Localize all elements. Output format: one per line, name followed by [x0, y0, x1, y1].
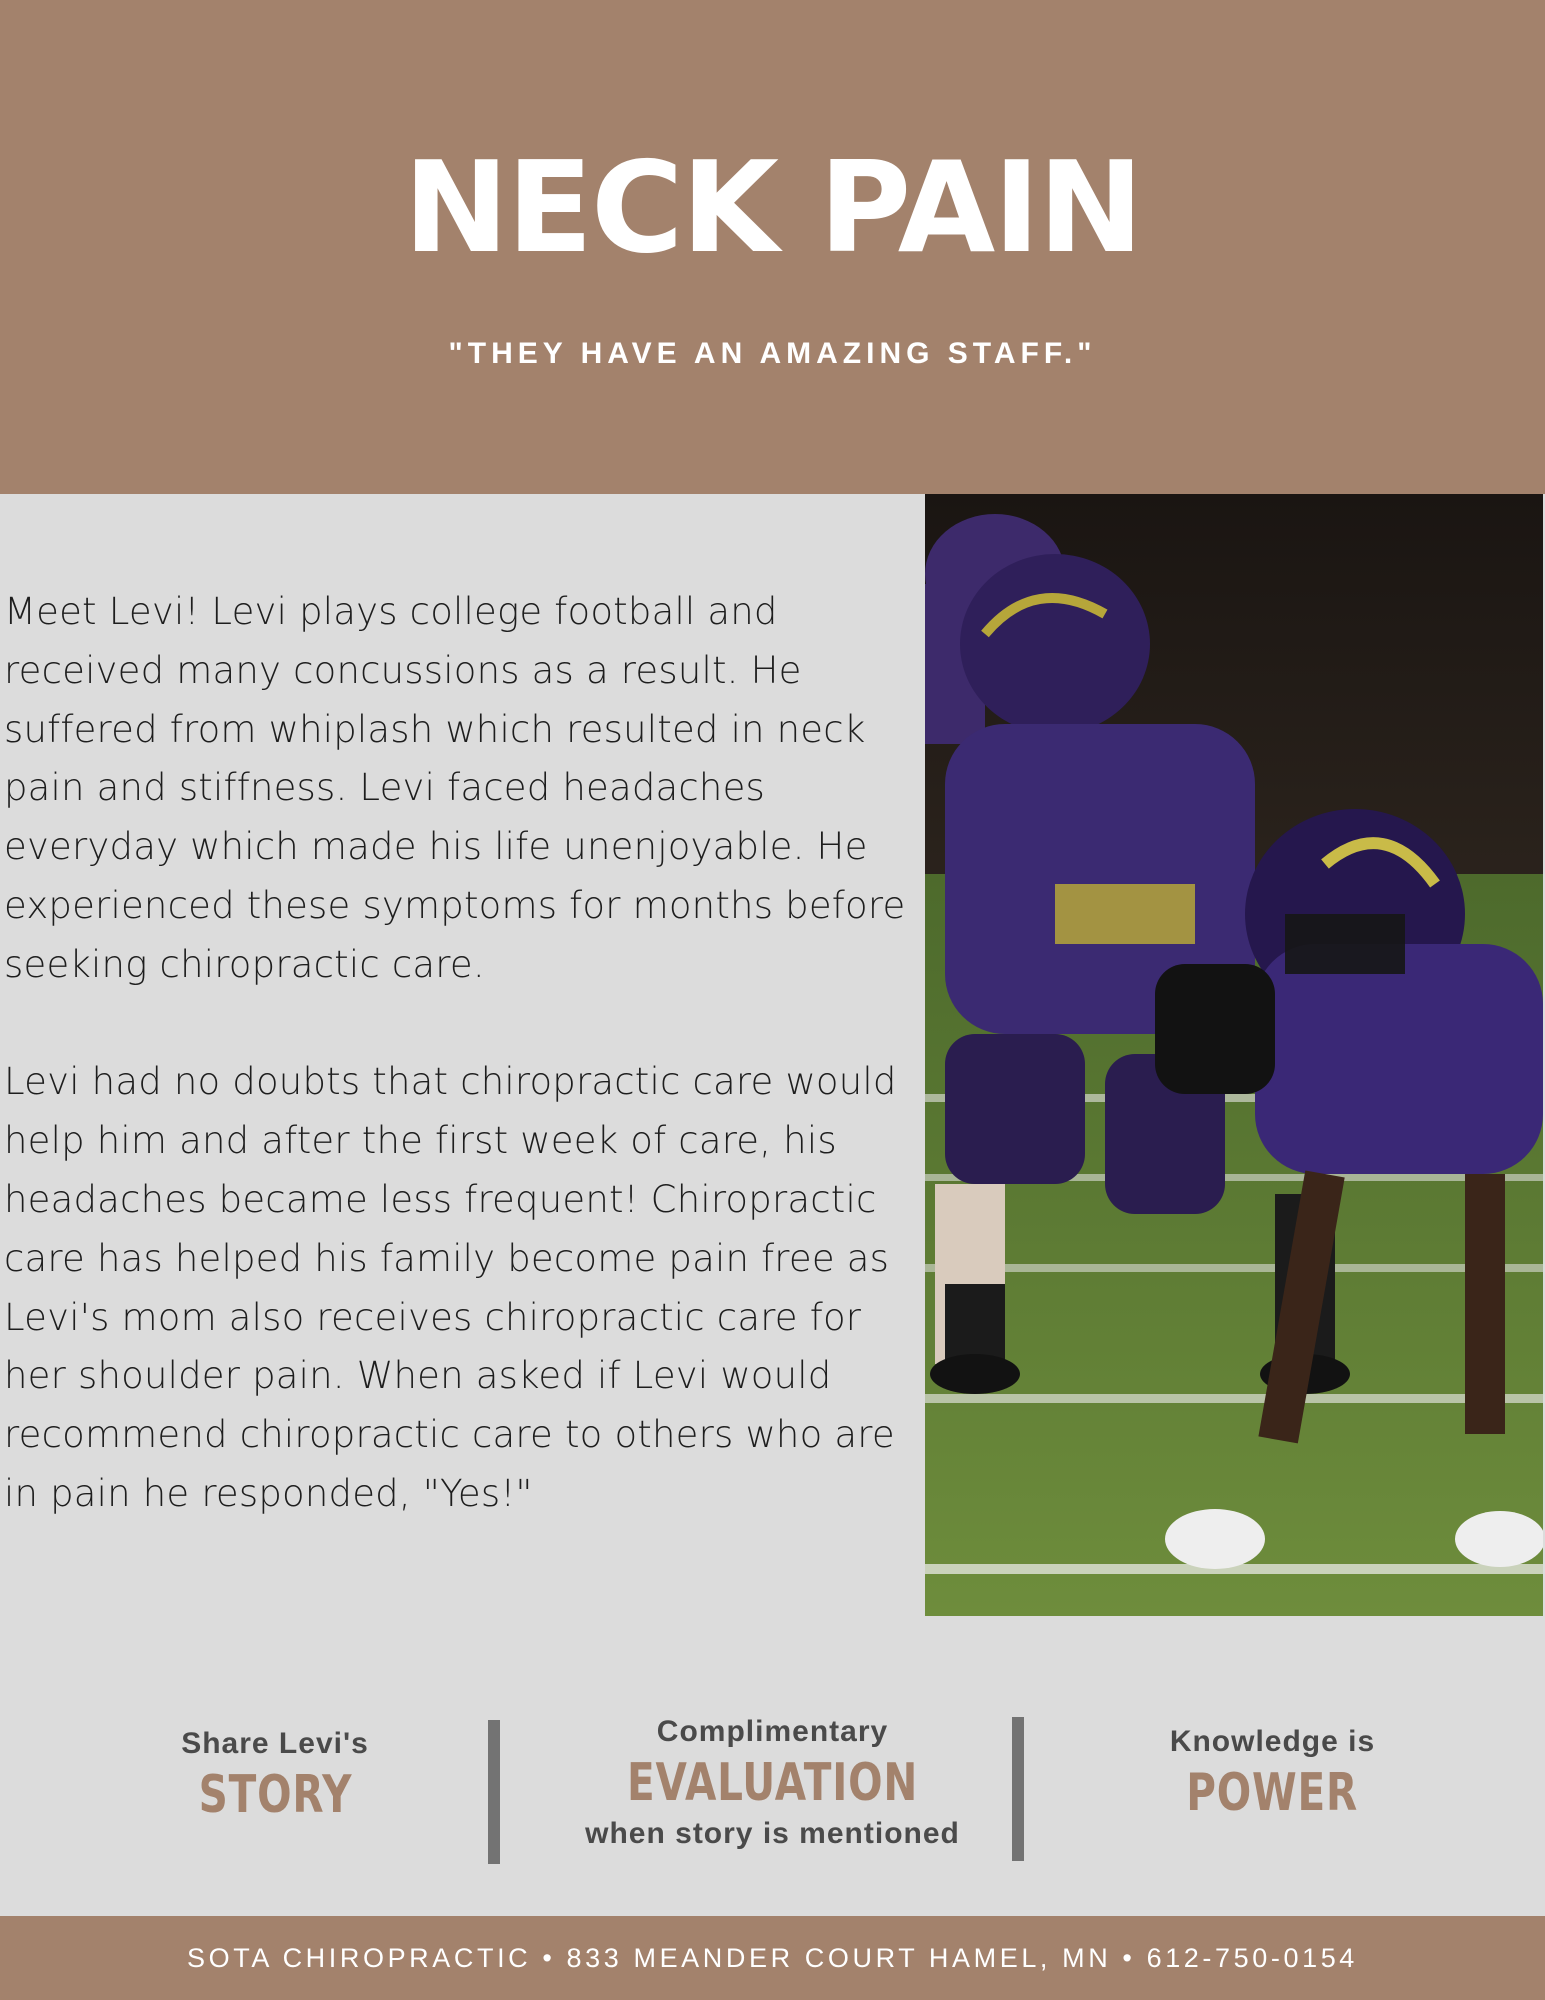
knowledge-label: Knowledge is: [1169, 1725, 1376, 1758]
testimonial-quote: "THEY HAVE AN AMAZING STAFF.": [448, 337, 1097, 370]
share-story-label: Share Levi's: [181, 1727, 369, 1760]
evaluation-callout: [540, 1714, 1005, 1884]
story-heading: STORY: [198, 1765, 352, 1825]
power-heading: POWER: [1186, 1763, 1359, 1823]
complimentary-label: Complimentary: [656, 1715, 889, 1748]
vertical-divider: [1012, 1717, 1024, 1861]
contact-info: SOTA CHIROPRACTIC • 833 MEANDER COURT HAMEL, MN • 612-750-0154: [187, 1943, 1358, 1973]
story-paragraph-1: Meet Levi! Levi plays college football and received many concussions as a result. He suffered from whiplash which resulted in neck pain and stiffness. Levi faced headaches everyday which made his life unenjoyable. He experienced these symptoms for months before seeking chiropractic care.: [4, 590, 906, 986]
story-text: [4, 583, 909, 1583]
football-players-photo: [925, 494, 1543, 1616]
knowledge-callout: [1130, 1724, 1415, 1894]
header-banner: [0, 0, 1545, 494]
vertical-divider: [488, 1720, 500, 1864]
evaluation-heading: EVALUATION: [626, 1753, 919, 1813]
footer-bar: [0, 1916, 1545, 2000]
share-story-callout: [140, 1726, 410, 1896]
story-paragraph-2: Levi had no doubts that chiropractic care would help him and after the first week of care, his headaches became less frequent! Chiropractic care has helped his family become pain free as Levi's mom also receives chiropractic care for her shoulder pain. When asked if Levi would recommend chiropractic care to others who are in pain he responded, "Yes!": [4, 1060, 897, 1515]
evaluation-note: when story is mentioned: [585, 1817, 960, 1850]
page-title: NECK PAIN: [403, 134, 1142, 281]
